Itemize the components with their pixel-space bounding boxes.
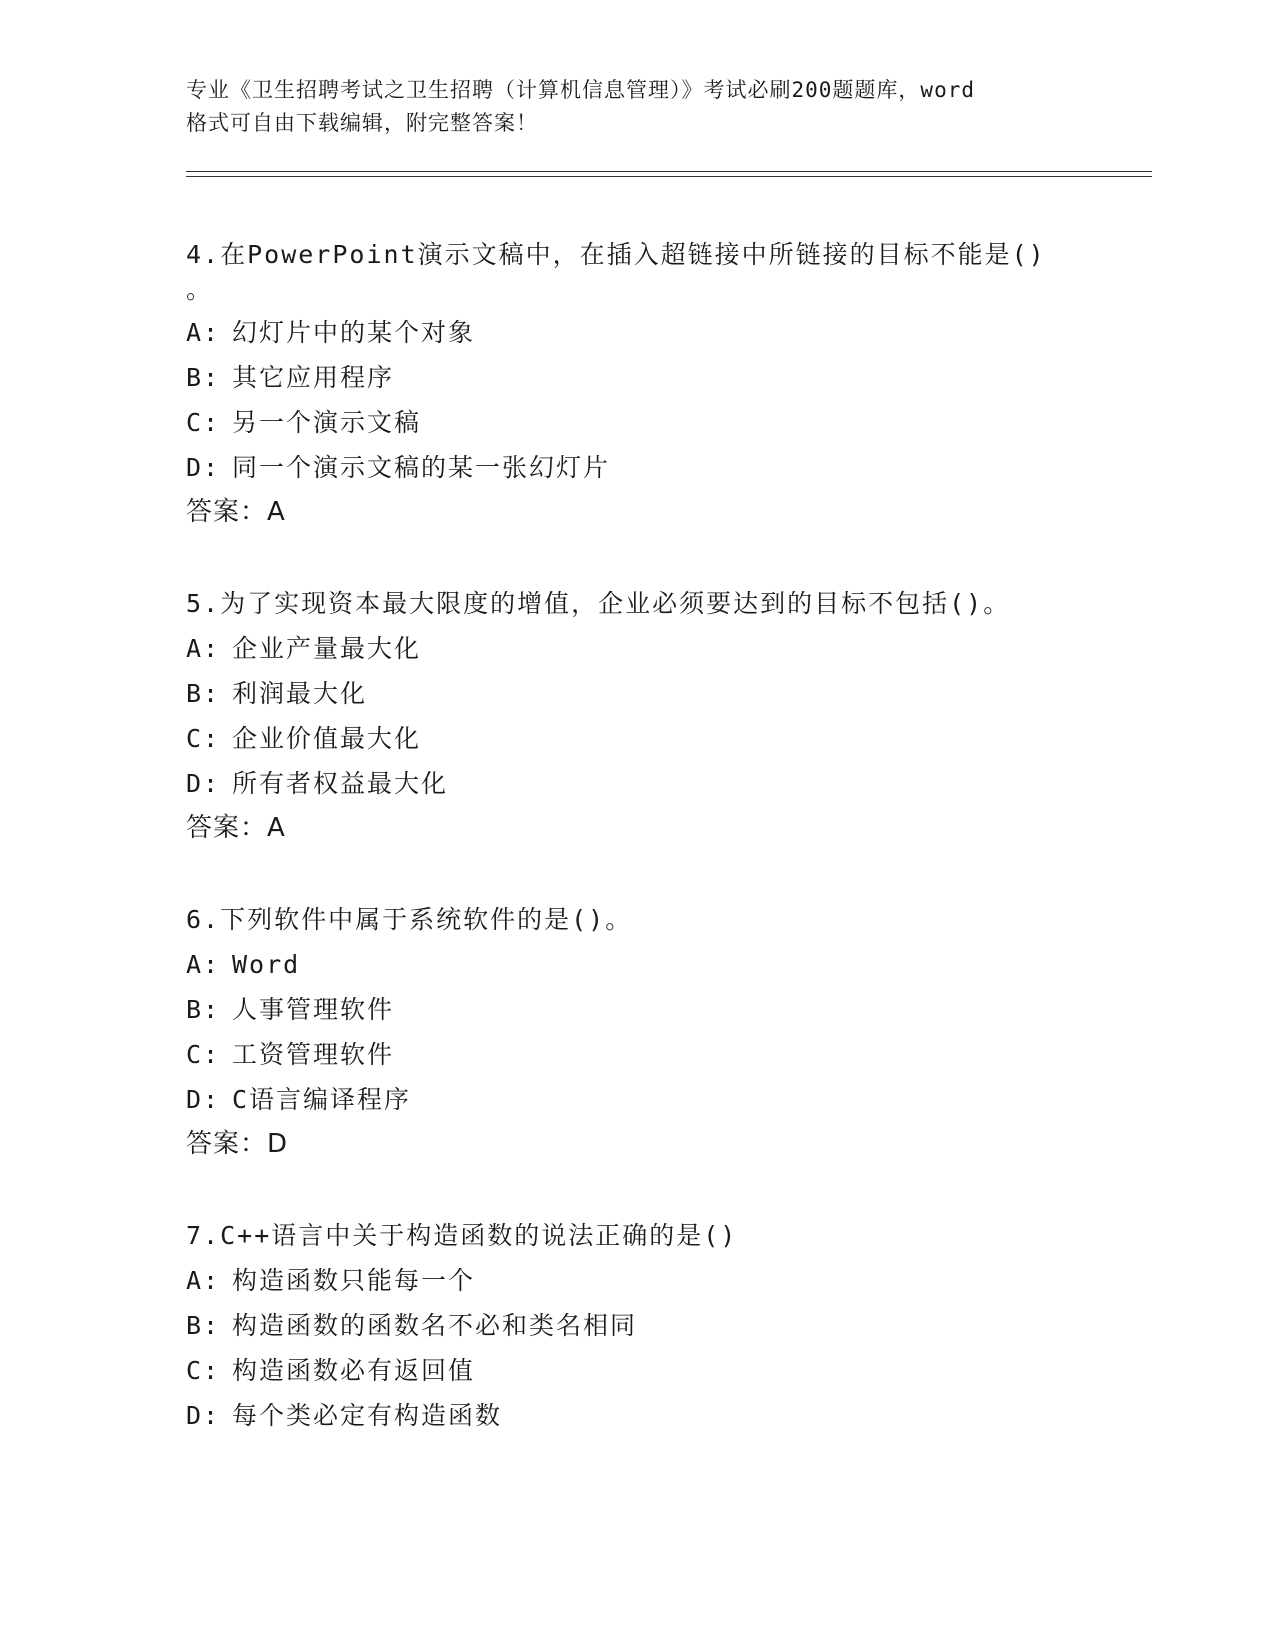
option-a xyxy=(186,942,1146,987)
question-5 xyxy=(186,581,1146,851)
header-line-1: 专业《卫生招聘考试之卫生招聘（计算机信息管理）》考试必刷200题题库，word xyxy=(186,78,975,102)
header-line-2: 格式可自由下载编辑，附完整答案！ xyxy=(186,111,538,135)
option-b xyxy=(186,987,1146,1032)
option-text: 构造函数必有返回值 xyxy=(232,1356,476,1385)
option-letter: A: xyxy=(186,950,221,979)
option-text: 构造函数的函数名不必和类名相同 xyxy=(232,1311,638,1340)
option-text: 同一个演示文稿的某一张幻灯片 xyxy=(232,453,611,482)
option-text: 构造函数只能每一个 xyxy=(232,1266,476,1295)
option-text: C语言编译程序 xyxy=(232,1085,412,1114)
answer-line: 答案：A xyxy=(186,497,286,527)
question-stem-continuation: 。 xyxy=(186,275,214,304)
option-letter: B: xyxy=(186,363,221,392)
option-text: 每个类必定有构造函数 xyxy=(232,1401,503,1430)
option-d xyxy=(186,1077,1146,1122)
option-letter: C: xyxy=(186,1356,221,1385)
option-letter: B: xyxy=(186,1311,221,1340)
option-text: Word xyxy=(232,950,301,979)
question-stem: 6.下列软件中属于系统软件的是()。 xyxy=(186,905,633,934)
option-text: 另一个演示文稿 xyxy=(232,408,422,437)
option-text: 所有者权益最大化 xyxy=(232,769,449,798)
option-c xyxy=(186,1032,1146,1077)
option-letter: B: xyxy=(186,995,221,1024)
option-d xyxy=(186,445,1146,490)
option-a xyxy=(186,1258,1146,1303)
option-text: 人事管理软件 xyxy=(232,995,395,1024)
option-text: 其它应用程序 xyxy=(232,363,395,392)
question-list xyxy=(186,232,1146,1438)
option-letter: A: xyxy=(186,1266,221,1295)
option-letter: A: xyxy=(186,634,221,663)
question-6 xyxy=(186,897,1146,1167)
option-letter: D: xyxy=(186,1085,221,1114)
option-d xyxy=(186,1393,1146,1438)
option-a xyxy=(186,310,1146,355)
header-divider-bottom xyxy=(186,176,1152,177)
option-b xyxy=(186,671,1146,716)
option-letter: D: xyxy=(186,769,221,798)
option-text: 工资管理软件 xyxy=(232,1040,395,1069)
option-letter: C: xyxy=(186,408,221,437)
question-stem: 4.在PowerPoint演示文稿中，在插入超链接中所链接的目标不能是() xyxy=(186,240,1046,269)
option-b xyxy=(186,355,1146,400)
answer-line: 答案：D xyxy=(186,1129,289,1159)
option-text: 企业价值最大化 xyxy=(232,724,422,753)
option-a xyxy=(186,626,1146,671)
question-stem: 7.C++语言中关于构造函数的说法正确的是() xyxy=(186,1221,738,1250)
document-header xyxy=(186,74,1066,140)
question-7 xyxy=(186,1213,1146,1438)
option-letter: D: xyxy=(186,1401,221,1430)
header-divider-top xyxy=(186,171,1152,172)
option-letter: A: xyxy=(186,318,221,347)
option-letter: C: xyxy=(186,724,221,753)
option-text: 利润最大化 xyxy=(232,679,368,708)
option-c xyxy=(186,400,1146,445)
question-stem: 5.为了实现资本最大限度的增值，企业必须要达到的目标不包括()。 xyxy=(186,589,1011,618)
option-b xyxy=(186,1303,1146,1348)
option-letter: C: xyxy=(186,1040,221,1069)
option-letter: D: xyxy=(186,453,221,482)
option-d xyxy=(186,761,1146,806)
option-c xyxy=(186,1348,1146,1393)
option-text: 幻灯片中的某个对象 xyxy=(232,318,476,347)
option-text: 企业产量最大化 xyxy=(232,634,422,663)
option-letter: B: xyxy=(186,679,221,708)
option-c xyxy=(186,716,1146,761)
question-4 xyxy=(186,232,1146,535)
answer-line: 答案：A xyxy=(186,813,286,843)
